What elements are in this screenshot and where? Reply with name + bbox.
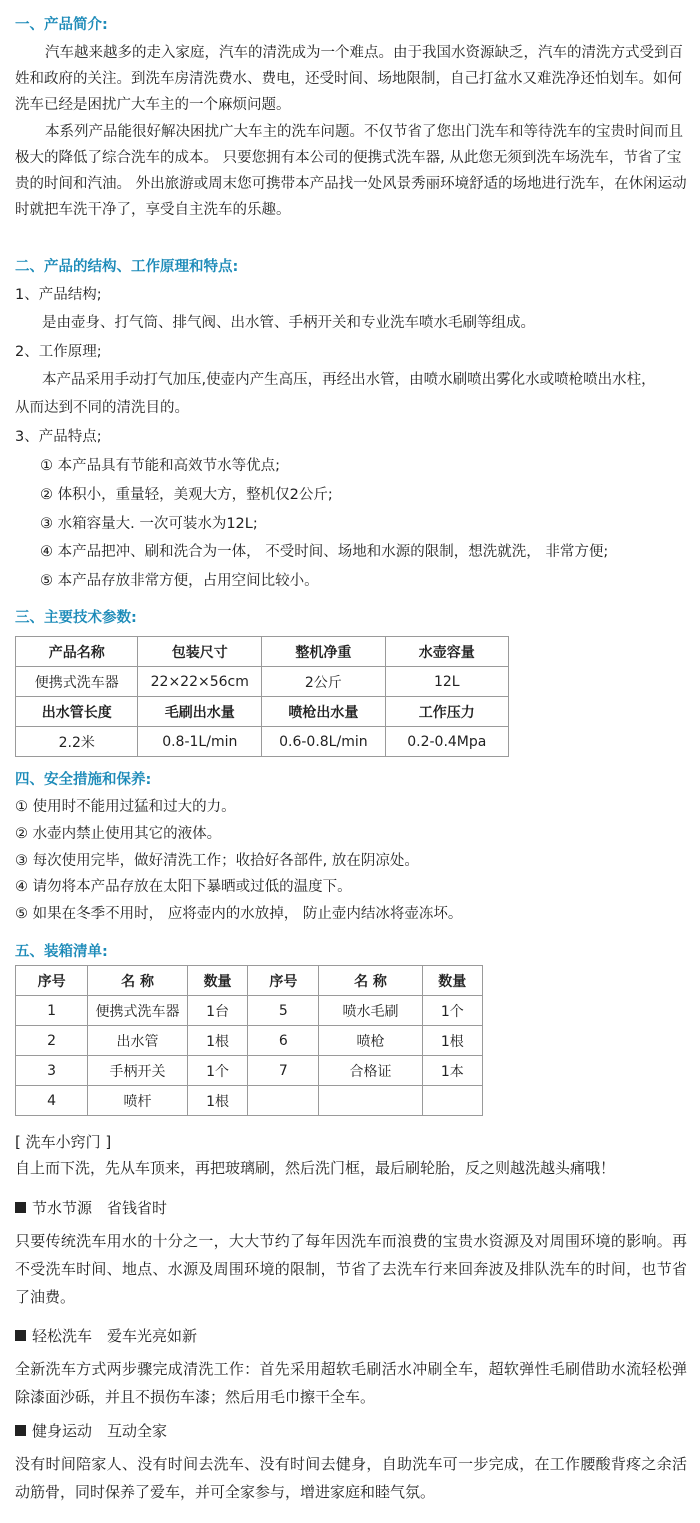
- benefit-text: 全新洗车方式两步骤完成清洗工作：首先采用超软毛刷活水冲刷全车，超软弹性毛刷借助水流轻松弹除漆面沙砾，并且不损伤车漆；然后用毛巾擦干全车。: [15, 1360, 687, 1406]
- tips-title: [ 洗车小窍门 ]: [15, 1133, 112, 1151]
- param-header: 工作压力: [385, 697, 508, 727]
- benefit-title: 健身运动 互动全家: [15, 1420, 167, 1442]
- packing-cell: 手柄开关: [88, 1056, 188, 1086]
- table-row: [16, 1056, 483, 1086]
- table-row: [16, 727, 509, 757]
- param-value: 12L: [385, 667, 508, 697]
- param-value: 2.2米: [16, 727, 138, 757]
- features-title: 3、产品特点;: [15, 429, 102, 445]
- section4-heading: 四、安全措施和保养:: [15, 772, 152, 788]
- param-header: 水壶容量: [385, 637, 508, 667]
- packing-cell: [319, 1086, 422, 1116]
- feature-item: ① 本产品具有节能和高效节水等优点;: [40, 458, 280, 474]
- packing-cell: 5: [248, 996, 319, 1026]
- benefit-text: 只要传统洗车用水的十分之一，大大节约了每年因洗车而浪费的宝贵水资源及对周围环境的影响。再不受洗车时间、地点、水源及周围环境的限制，节省了去洗车行来回奔波及排队洗车的时间，也节省了油费。: [15, 1232, 687, 1306]
- packing-cell: 4: [16, 1086, 88, 1116]
- principle-text-1: 本产品采用手动打气加压,使壶内产生高压，再经出水管，由喷水刷喷出雾化水或喷枪喷出水柱，: [42, 372, 656, 388]
- packing-cell: 1台: [187, 996, 247, 1026]
- feature-item: ③ 水箱容量大. 一次可装水为12L;: [40, 516, 258, 532]
- table-row: [16, 1026, 483, 1056]
- packing-header: 数量: [422, 966, 482, 996]
- safety-item: ④ 请勿将本产品存放在太阳下暴晒或过低的温度下。: [15, 879, 352, 895]
- square-bullet-icon: [15, 1330, 26, 1341]
- packing-header: 数量: [187, 966, 247, 996]
- packing-cell: 喷水毛刷: [319, 996, 422, 1026]
- benefit-title: 节水节源 省钱省时: [15, 1197, 167, 1219]
- safety-item: ② 水壶内禁止使用其它的液体。: [15, 826, 222, 842]
- packing-header: 序号: [248, 966, 319, 996]
- packing-cell: 合格证: [319, 1056, 422, 1086]
- packing-cell: 1根: [187, 1086, 247, 1116]
- packing-header: 名 称: [319, 966, 422, 996]
- tech-params-table: [15, 636, 509, 757]
- benefit-title: 轻松洗车 爱车光亮如新: [15, 1325, 197, 1347]
- param-header: 出水管长度: [16, 697, 138, 727]
- square-bullet-icon: [15, 1202, 26, 1213]
- param-value: 2公斤: [262, 667, 386, 697]
- principle-title: 2、工作原理;: [15, 344, 102, 360]
- param-value: 0.2-0.4Mpa: [385, 727, 508, 757]
- packing-cell: 1: [16, 996, 88, 1026]
- packing-cell: [248, 1086, 319, 1116]
- table-row: [16, 996, 483, 1026]
- section1-para1: 汽车越来越多的走入家庭，汽车的清洗成为一个难点。由于我国水资源缺乏，汽车的清洗方式受到百姓和政府的关注。到洗车房清洗费水、费电，还受时间、场地限制，自己打盆水又难洗净还怕划车。如何洗车已经是困扰广大车主的一个麻烦问题。: [15, 45, 683, 113]
- principle-text-2: 从而达到不同的清洗目的。: [15, 400, 189, 416]
- section3-heading: 三、主要技术参数:: [15, 610, 137, 626]
- section1-heading: 一、产品简介:: [15, 17, 108, 33]
- structure-text: 是由壶身、打气筒、排气阀、出水管、手柄开关和专业洗车喷水毛刷等组成。: [42, 315, 535, 331]
- table-row: [16, 637, 509, 667]
- packing-cell: 喷杆: [88, 1086, 188, 1116]
- param-value: 便携式洗车器: [16, 667, 138, 697]
- param-value: 0.6-0.8L/min: [262, 727, 386, 757]
- packing-cell: 喷枪: [319, 1026, 422, 1056]
- structure-title: 1、产品结构;: [15, 287, 102, 303]
- packing-cell: 出水管: [88, 1026, 188, 1056]
- table-row: [16, 667, 509, 697]
- param-header: 毛刷出水量: [138, 697, 262, 727]
- packing-cell: 1个: [422, 996, 482, 1026]
- param-value: 22×22×56cm: [138, 667, 262, 697]
- feature-item: ④ 本产品把冲、刷和洗合为一体， 不受时间、场地和水源的限制，想洗就洗， 非常方便;: [40, 544, 609, 560]
- param-header: 整机净重: [262, 637, 386, 667]
- feature-item: ② 体积小，重量轻，美观大方，整机仅2公斤;: [40, 487, 333, 503]
- packing-cell: 便携式洗车器: [88, 996, 188, 1026]
- packing-cell: 3: [16, 1056, 88, 1086]
- feature-item: ⑤ 本产品存放非常方便，占用空间比较小。: [40, 573, 319, 589]
- param-header: 喷枪出水量: [262, 697, 386, 727]
- param-value: 0.8-1L/min: [138, 727, 262, 757]
- packing-header: 名 称: [88, 966, 188, 996]
- table-row: [16, 1086, 483, 1116]
- square-bullet-icon: [15, 1425, 26, 1436]
- benefit-text: 没有时间陪家人、没有时间去洗车、没有时间去健身，自助洗车可一步完成，在工作腰酸背疼之余活动筋骨，同时保养了爱车，并可全家参与，增进家庭和睦气氛。: [15, 1455, 687, 1501]
- section2-heading: 二、产品的结构、工作原理和特点:: [15, 259, 239, 275]
- packing-cell: 2: [16, 1026, 88, 1056]
- safety-item: ⑤ 如果在冬季不用时， 应将壶内的水放掉， 防止壶内结冰将壶冻坏。: [15, 906, 463, 922]
- packing-list-table: [15, 965, 483, 1116]
- section1-para2: 本系列产品能很好解决困扰广大车主的洗车问题。不仅节省了您出门洗车和等待洗车的宝贵时间而且极大的降低了综合洗车的成本。 只要您拥有本公司的便携式洗车器, 从此您无须到洗车场洗车，节省了宝贵的时间和汽油。 外出旅游或周末您可携带本产品找一处风景秀丽环境舒适的场地进行洗车，在休闲运动时就把车洗干净了，享受自主洗车的乐趣。: [15, 124, 687, 218]
- packing-cell: 1根: [187, 1026, 247, 1056]
- param-header: 包装尺寸: [138, 637, 262, 667]
- packing-cell: 7: [248, 1056, 319, 1086]
- packing-cell: 1本: [422, 1056, 482, 1086]
- packing-cell: [422, 1086, 482, 1116]
- table-row: [16, 697, 509, 727]
- packing-header: 序号: [16, 966, 88, 996]
- tips-text: 自上而下洗，先从车顶来，再把玻璃刷，然后洗门框，最后刷轮胎，反之则越洗越头痛哦！: [15, 1159, 616, 1177]
- packing-cell: 1个: [187, 1056, 247, 1086]
- table-row: [16, 966, 483, 996]
- safety-item: ① 使用时不能用过猛和过大的力。: [15, 799, 236, 815]
- param-header: 产品名称: [16, 637, 138, 667]
- safety-item: ③ 每次使用完毕，做好清洗工作；收拾好各部件, 放在阴凉处。: [15, 853, 419, 869]
- packing-cell: 1根: [422, 1026, 482, 1056]
- section5-heading: 五、装箱清单:: [15, 944, 108, 960]
- packing-cell: 6: [248, 1026, 319, 1056]
